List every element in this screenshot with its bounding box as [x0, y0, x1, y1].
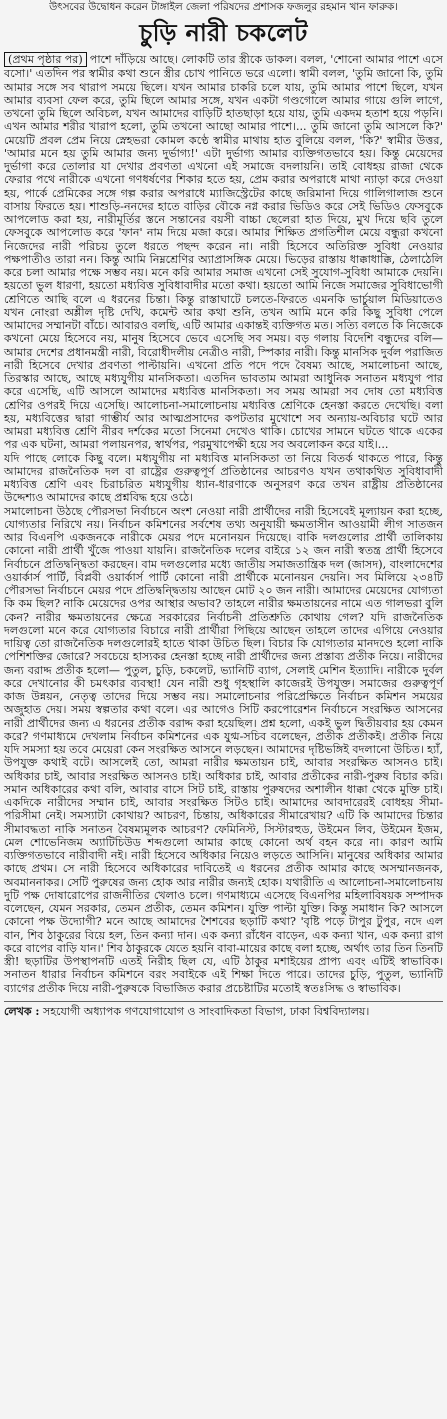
- author-label: লেখক :: [4, 1004, 40, 1018]
- paragraph-text: পাশে দাঁড়িয়ে আছে। লোকটি তার স্ত্রীকে ডাকল। বলল, 'শোনো আমার পাশে এসে বসো।' এতদিন পর স্বামীর কথা শুনে স্ত্রীর চোখ পানিতে ভরে এলো। স্বামী বলল, 'তুমি জানো কি, তুমি আমার সঙ্গে সব থারাপ সময়ে ছিলে। যখন আমার চাকরি চলে যায়, তুমি আমার পাশে ছিলে, যখন আমার ব্যবসা ফেল করে, তুমি ছিলে আমার সঙ্গে, যখন একটা গণ্ডগোলে আমার গায়ে গুলি লাগে, তখনো তুমি ছিলে অবিচল, যখন আমাদের বাড়িটি হাতছাড়া হয়ে যায়, তুমি একদম হতাশ হয়ে পড়নি। এখন আমার শরীর খারাপ হলো, তুমি তখনো আছো আমার পাশে।... তুমি জানো তুমি আসলে কি?' মেয়েটি প্রবল প্রেম নিয়ে স্নেহভরা কোমল কণ্ঠে স্বামীর মাথায় হাত বুলিয়ে বলল, 'কি?' স্বামীর উত্তর, 'আমার মনে হয় তুমি আমার জন্য দুর্ভাগ্য!' এটা দুর্ভাগ্য আমার ব্যক্তিগতভাবে হয়। কিন্তু মেয়েদের দুর্ভাগা করে তোলার যা দেখার প্রবণতা এখনো এই সমাজে বদলায়নি। তাই বোধহয় রাজা থেকে ফেরার পথে নারীকে এখনো গণধর্ষণের শিকার হতে হয়, প্রেম করার অপরাধে মাথা ন্যাড়া করে দেওয়া হয়, পার্কে প্রেমিকের সঙ্গে গল্প করার অপরাধে ম্যাজিস্ট্রেটের কাছে জরিমানা দিয়ে গালিগালাজ শুনে বাসায় ফিরতে হয়। শাশুড়ি-ননদের হাতে বাড়ির বৌকে নগ্ন করার ভিডিও করে সেই ভিডিও ফেসবুকে আপলোড করা হয়, নারীমূর্তির স্তনে সন্তানের বয়সী বাচ্চা ছেলেরা হাত দিয়ে, মুখ দিয়ে ছবি তুলে ফেসবুকে আপলোড করে 'ফান' নাম দিয়ে মজা করে। আমার শিক্ষিত প্রগতিশীল মেয়ে বন্ধুরা কখনো নিজেদের নারী পরিচয় তুলে ধরতে পছন্দ করেন না। নারী হিসেবে অতিরিক্ত সুবিধা নেওয়ার পক্ষপাতীও তারা নন। কিন্তু আমি নিম্নশ্রেণির অ্যাপ্রাসঙ্গিক মেয়ে। ভিড়ের রাস্তায় ধাক্কাধাক্কি, ঠেলাঠেলি করে চলা আমার পক্ষে সম্ভব নয়। মনে করি আমার সমাজ এখনো সেই সুযোগ-সুবিধা আমাকে দেয়নি। হয়তো ভুল ধারণা, হয়তো মধ্যবিত্ত সুবিধাবাদীর মতো কথা। হয়তো আমি নিজে সমাজের সুবিধাভোগী শ্রেণিতে আছি বলে এ ধরনের চিন্তা। কিন্তু রাস্তাঘাটে চলতে-ফিরতে এমনকি ভার্চুয়াল মিডিয়াতেও যখন নোংরা অশ্লীল দৃষ্টি দেখি, কমেন্ট আর কথা শুনি, তখন আমি মনে করি কিছু সুবিধা পেলে আমাদের সম্মানটা বাঁচে। আবারও বলছি, এটি আমার একান্তই ব্যক্তিগত মত। সত্যি বলতে কি নিজেকে কখনো মেয়ে হিসেবে নয়, মানুষ হিসেবে ভেবে এসেছি সব সময়। বড় গলায় বিদেশি বন্ধুদের বলি— আমার দেশের প্রধানমন্ত্রী নারী, বিরোধীদলীয় নেত্রীও নারী, স্পিকার নারী। কিন্তু মানসিক দুর্বল পরাজিত নারী হিসেবে দেখার প্রবণতা পাল্টায়নি। এখনো প্রতি পদে পদে বৈষম্য আছে, সমালোচনা আছে, তিরস্কার আছে, আছে মধ্যযুগীয় মানসিকতা। এতদিন ভাবতাম আমরা আধুনিক সনাতন মধ্যযুগ পার করে এসেছি, এটি আসলে আমাদের মধ্যবিত্ত মানসিকতা। সব সময় আমরা সব দোষ তো মধ্যবিত্ত শ্রেণির ওপরই দিয়ে এসেছি। আলোচনা-সমালোচনায় মধ্যবিত্ত শ্রেণিকে হেনস্তা করতে দেখেছি। বলা হয়, মধ্যবিত্তের দ্বারা গাম্ভীর্য আর আত্মপ্রসাদের কপটতার মুখোশে সব অন্যায়-অবিচার ঘটে আর আমরা মধ্যবিত্ত শ্রেণি নীরব দর্শকের মতো সিনেমা দেখেও থাকি। চোখের সামনে ঘটতে থাকে একের পর এক ঘটনা, আমরা পলায়নপর, স্বার্থপর, পরমুখাপেক্ষী হয়ে সব অবলোকন করে যাই।...: [4, 53, 443, 452]
- article-paragraph: [4, 52, 443, 452]
- article-paragraph: যদি পাছে লোকে কিছু বলে। মধ্যযুগীয় না মধ্যবিত্ত মানসিকতা তা নিয়ে বিতর্ক থাকতে পারে, কিন্তু আমাদের রাজনৈতিক দল বা রাষ্ট্রের গুরুত্বপূর্ণ প্রতিষ্ঠানের আচরণও যখন তথাকথিত সুবিধাবাদী মধ্যবিত্ত শ্রেণি এবং চিরাচরিত মধ্যযুগীয় ধ্যান-ধারণাকে অনুসরণ করে তখন রাষ্ট্রীয় প্রতিষ্ঠানের উদ্দেশ্যও আমাদের কাছে প্রশ্নবিদ্ধ হয়ে ওঠে।: [4, 451, 443, 505]
- article-headline: চুড়ি নারী চকলেট: [139, 19, 308, 47]
- photo-caption: উৎসবের উদ্বোধন করেন টাঙ্গাইল জেলা পরিষদের প্রশাসক ফজলুর রহমান খান ফারুক।: [49, 1, 398, 13]
- author-affiliation: সহযোগী অধ্যাপক গণযোগাযোগ ও সাংবাদিকতা বিভাগ, ঢাকা বিশ্ববিদ্যালয়।: [42, 1004, 370, 1018]
- author-line: [4, 1001, 443, 1019]
- continuation-label: (প্রথম পৃষ্ঠার পর): [4, 52, 87, 67]
- article-body: [4, 52, 443, 995]
- article-paragraph: সমালোচনা উঠছে পৌরসভা নির্বাচনে অংশ নেওয়া নারী প্রার্থীদের নারী হিসেবেই মূল্যায়ন করা হচ্ছে, যোগ্যতার নিরিখে নয়। নির্বাচন কমিশনের সর্বশেষ তথ্য অনুযায়ী ক্ষমতাসীন আওয়ামী লীগ সাতজন আর বিএনপি একজনকে নারীকে মেয়র পদে মনোনয়ন দিয়েছে। বাকি দলগুলোর প্রার্থী তালিকায় কোনো নারী প্রার্থী খুঁজে পাওয়া যায়নি। রাজনৈতিক দলের বাইরে ১২ জন নারী স্বতন্ত্র প্রার্থী হিসেবে নির্বাচনে প্রতিদ্বন্দ্বিতা করছেন। বাম দলগুলোর মধ্যে জাতীয় সমাজতান্ত্রিক দল (জাসদ), বাংলাদেশের ওয়ার্কার্স পার্টি, বিপ্লবী ওয়ার্কার্স পার্টি কোনো নারী প্রার্থীকে মনোনয়ন দেয়নি। সব মিলিয়ে ২৩৪টি পৌরসভা নির্বাচনে মেয়র পদে প্রতিদ্বন্দ্বিতায় আছেন মোট ২০ জন নারী। আমাদের মেয়েদের যোগ্যতা কি কম ছিল? নাকি মেয়েদের ওপর আস্থার অভাব? তাহলে নারীর ক্ষমতায়নের নামে এত গালভরা বুলি কেন? নারীর ক্ষমতায়নের ক্ষেত্রে সরকারের নির্বাচনী প্রতিশ্রুতি কোথায় গেল? যদি রাজনৈতিক দলগুলো মনে করে যোগ্যতার বিচারে নারী প্রার্থীরা পিছিয়ে আছেন তাহলে তাদের এগিয়ে নেওয়ার দায়িত্ব তো রাজনৈতিক দলগুলোরই হাতে থাকা উচিত ছিল। বিচার কি যোগ্যতার মানদণ্ডে হলো নাকি পেশিশক্তির জোরে? সবচেয়ে হাস্যকর হেনস্তা হচ্ছে নারী প্রার্থীদের জন্য প্রস্তাব্য প্রতীক নিয়ে। নারীদের জন্য বরাদ্দ প্রতীক হলো— পুতুল, চুড়ি, চকলেট, ভ্যানিটি ব্যাগ, সেলাই মেশিন ইত্যাদি। নারীকে দুর্বল করে দেখানোর কী চমৎকার ব্যবস্থা! যেন নারী শুধু গৃহস্থালি কাজেরই উপযুক্ত। সমাজের গুরুত্বপূর্ণ কাজ উন্নয়ন, নেতৃত্ব তাদের দিয়ে সম্ভব নয়। সমালোচনার পরিপ্রেক্ষিতে নির্বাচন কমিশন সময়ের অজুহাত দেয়। সময় স্বল্পতার কথা বলে। এর আগেও সিটি করপোরেশন নির্বাচনে সংরক্ষিত আসনের নারী প্রার্থীদের জন্য এ ধরনের প্রতীক বরাদ্দ করা হয়েছিল। প্রশ্ন হলো, একই ভুল দ্বিতীয়বার হয় কেমন করে? গণমাধ্যমে দেখলাম নির্বাচন কমিশনের এক যুগ্ম-সচিব বলেছেন, প্রতীক প্রতীকই। প্রতীক নিয়ে যদি সমস্যা হয় তবে মেয়েরা কেন সংরক্ষিত আসনে লড়ছেন। আমাদের দৃষ্টিভঙ্গিই বদলানো উচিত। হ্যাঁ, উপযুক্ত কথাই বটে। আসলেই তো, আমরা নারীর ক্ষমতায়ন চাই, আবার সংরক্ষিত আসনও চাই। অধিকার চাই, আবার সংরক্ষিত আসনও চাই। অধিকার চাই, আবার প্রতীকের নারী-পুরুষ বিচার করি। সমান অধিকারের কথা বলি, আবার বাসে সিট চাই, রাস্তায় পুরুষদের অশালীন ধাক্কা থেকে মুক্তি চাই। একদিকে নারীদের সম্মান চাই, আবার সংরক্ষিত সিটও চাই। আমাদের আবদারেরই বোধহয় সীমা-পরিসীমা নেই। সমস্যাটা কোথায়? আচরণ, চিন্তায়, অধিকারের সীমারেখায়? এটি কি আমাদের চিন্তার সীমাবদ্ধতা নাকি সনাতন বৈষম্যমূলক আচরণ? ফেমিনিস্ট, সিস্টারহুড, উইমেন লিব, উইমেন ইজম, মেল শোভেনিজম অ্যাটিচিউড শব্দগুলো আমার কাছে কোনো অর্থ বহন করে না। কারণ আমি ব্যক্তিগতভাবে নারীবাদী নই। নারী হিসেবে অধিকার নিয়েও লড়তে আসিনি। মানুষের অধিকার আমার কাছে প্রথম। সে নারী হিসেবে অধিকারের দাবিতেই এ ধরনের প্রতীক আমার কাছে অসম্মানজনক, অবমাননাকর। সেটি পুরুষের জন্য হোক আর নারীর জন্যই হোক। যথারীতি এ আলোচনা-সমালোচনায় দুটি পক্ষ দোষারোপের রাজনীতির খেলাও চলে। গণমাধ্যমে এসেছে বিএনপির মহিলাবিষয়ক সম্পাদক বলেছেন, যেমন সরকার, তেমন প্রতীক, তেমন কমিশন। যুক্তি পাল্টা যুক্তি। কিন্তু সমাধান কি? আসলে কোনো পক্ষ উদ্যোগী? মনে আছে আমাদের শৈশবের ছড়াটি কথা? 'বৃষ্টি পড়ে টাপুর টুপুর, নদে এল বান, শিব ঠাকুরের বিয়ে হল, তিন কন্যা দান। এক কন্যা রাঁধেন বাড়েন, এক কন্যা খান, এক কন্যা রাগ করে বাপের বাড়ি যান।' শিব ঠাকুরকে যেতে হয়নি বাবা-মায়ের কাছে বলা হচ্ছে, অর্থাৎ তার তিন তিনটি স্ত্রী! ছড়াটির উপস্থাপনটি এতই নিরীহ ছিল যে, এটি ঠাকুর মশাইয়ের প্রাপ্য এবং এটিই স্বাভাবিক। সনাতন ধারার নির্বাচন কমিশনে বরং সবাইকে এই শিক্ষা দিতে পারে। তাদের চুড়ি, পুতুল, ভ্যানিটি ব্যাগের প্রতীক দিয়ে নারী-পুরুষকে বিভাজিত করার প্রচেষ্টাটির মতোই স্বতঃসিদ্ধ ও স্বাভাবিক।: [4, 504, 443, 995]
